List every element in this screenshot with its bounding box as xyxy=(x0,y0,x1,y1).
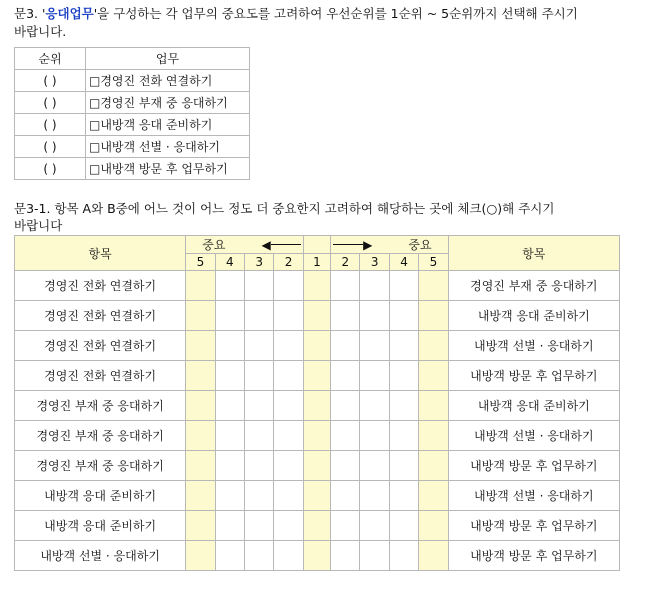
rank-input[interactable]: ( ) xyxy=(15,158,86,180)
rank-input[interactable]: ( ) xyxy=(15,92,86,114)
rank-input[interactable]: ( ) xyxy=(15,70,86,92)
rating-cell-5[interactable] xyxy=(303,271,330,301)
rating-cell-2[interactable] xyxy=(215,271,244,301)
rating-cell-3[interactable] xyxy=(245,511,274,541)
comparison-row xyxy=(15,331,620,361)
rating-cell-1[interactable] xyxy=(186,391,215,421)
rating-cell-7[interactable] xyxy=(360,541,389,571)
comparison-row xyxy=(15,451,620,481)
scale-header-8: 4 xyxy=(389,254,418,271)
rating-cell-9[interactable] xyxy=(419,421,448,451)
ranking-row xyxy=(15,114,250,136)
rating-cell-8[interactable] xyxy=(389,481,418,511)
rating-cell-6[interactable] xyxy=(331,271,360,301)
rating-cell-9[interactable] xyxy=(419,271,448,301)
rating-cell-5[interactable] xyxy=(303,421,330,451)
rating-cell-3[interactable] xyxy=(245,541,274,571)
rating-cell-3[interactable] xyxy=(245,331,274,361)
right-importance-label: 중요 xyxy=(408,238,432,252)
question-3-line2: 바랍니다. xyxy=(14,24,67,39)
rank-header: 순위 xyxy=(15,48,86,70)
rating-cell-4[interactable] xyxy=(274,391,303,421)
rating-cell-8[interactable] xyxy=(389,541,418,571)
right-item: 내방객 선별 · 응대하기 xyxy=(448,421,619,451)
ranking-table xyxy=(14,47,250,180)
rating-cell-5[interactable] xyxy=(303,331,330,361)
rating-cell-7[interactable] xyxy=(360,361,389,391)
rating-cell-5[interactable] xyxy=(303,541,330,571)
right-item-header: 항목 xyxy=(448,236,619,271)
rating-cell-2[interactable] xyxy=(215,541,244,571)
ranking-row xyxy=(15,136,250,158)
rating-cell-1[interactable] xyxy=(186,511,215,541)
scale-header-1: 5 xyxy=(186,254,215,271)
left-item: 내방객 응대 준비하기 xyxy=(15,481,186,511)
rating-cell-4[interactable] xyxy=(274,541,303,571)
left-item-header: 항목 xyxy=(15,236,186,271)
rating-cell-2[interactable] xyxy=(215,361,244,391)
scale-header-2: 4 xyxy=(215,254,244,271)
rating-cell-5[interactable] xyxy=(303,361,330,391)
task-header: 업무 xyxy=(86,48,250,70)
rating-cell-8[interactable] xyxy=(389,331,418,361)
rating-cell-2[interactable] xyxy=(215,301,244,331)
rating-cell-1[interactable] xyxy=(186,451,215,481)
left-item: 경영진 부재 중 응대하기 xyxy=(15,451,186,481)
task-label[interactable]: □내방객 방문 후 업무하기 xyxy=(86,158,250,180)
rating-cell-6[interactable] xyxy=(331,541,360,571)
ranking-row xyxy=(15,158,250,180)
scale-header-5: 1 xyxy=(303,254,330,271)
rating-cell-9[interactable] xyxy=(419,361,448,391)
rating-cell-7[interactable] xyxy=(360,301,389,331)
right-arrow-icon xyxy=(333,238,372,252)
scale-header-6: 2 xyxy=(331,254,360,271)
rating-cell-5[interactable] xyxy=(303,481,330,511)
rating-cell-2[interactable] xyxy=(215,451,244,481)
right-item: 내방객 선별 · 응대하기 xyxy=(448,331,619,361)
right-item: 내방객 방문 후 업무하기 xyxy=(448,451,619,481)
ranking-row xyxy=(15,92,250,114)
rating-cell-3[interactable] xyxy=(245,361,274,391)
center-header xyxy=(303,236,330,254)
question-3-prefix: 문3. ' xyxy=(14,6,46,21)
task-label[interactable]: □경영진 부재 중 응대하기 xyxy=(86,92,250,114)
rating-cell-9[interactable] xyxy=(419,511,448,541)
right-arrow-glyph: ▶ xyxy=(363,237,373,252)
rating-cell-9[interactable] xyxy=(419,391,448,421)
left-item: 경영진 부재 중 응대하기 xyxy=(15,391,186,421)
left-arrow-icon xyxy=(262,238,301,252)
rating-cell-3[interactable] xyxy=(245,391,274,421)
rating-cell-6[interactable] xyxy=(331,421,360,451)
rating-cell-7[interactable] xyxy=(360,451,389,481)
left-item: 경영진 부재 중 응대하기 xyxy=(15,421,186,451)
left-item: 경영진 전화 연결하기 xyxy=(15,361,186,391)
rating-cell-3[interactable] xyxy=(245,481,274,511)
comparison-row xyxy=(15,511,620,541)
right-item: 내방객 방문 후 업무하기 xyxy=(448,511,619,541)
rating-cell-7[interactable] xyxy=(360,481,389,511)
rating-cell-2[interactable] xyxy=(215,511,244,541)
rating-cell-3[interactable] xyxy=(245,421,274,451)
task-label[interactable]: □경영진 전화 연결하기 xyxy=(86,70,250,92)
rating-cell-5[interactable] xyxy=(303,301,330,331)
task-label[interactable]: □내방객 응대 준비하기 xyxy=(86,114,250,136)
rating-cell-8[interactable] xyxy=(389,301,418,331)
rating-cell-9[interactable] xyxy=(419,331,448,361)
rating-cell-4[interactable] xyxy=(274,481,303,511)
comparison-row xyxy=(15,361,620,391)
rating-cell-1[interactable] xyxy=(186,481,215,511)
question-3-body: '을 구성하는 각 업무의 중요도를 고려하여 우선순위를 1순위 ~ 5순위까지 선택해 주시기 xyxy=(93,6,578,21)
rating-cell-6[interactable] xyxy=(331,301,360,331)
question-3-1-text: 문3-1. 항목 A와 B중에 어느 것이 어느 정도 더 중요한지 고려하여 해당하는 곳에 체크(○)해 주시기 xyxy=(14,201,555,216)
left-item: 내방객 선별 · 응대하기 xyxy=(15,541,186,571)
comparison-row xyxy=(15,301,620,331)
rating-cell-6[interactable] xyxy=(331,511,360,541)
rating-cell-7[interactable] xyxy=(360,271,389,301)
rating-cell-3[interactable] xyxy=(245,301,274,331)
rating-cell-8[interactable] xyxy=(389,391,418,421)
right-item: 내방객 응대 준비하기 xyxy=(448,301,619,331)
rating-cell-8[interactable] xyxy=(389,271,418,301)
right-item: 내방객 응대 준비하기 xyxy=(448,391,619,421)
rating-cell-7[interactable] xyxy=(360,511,389,541)
rating-cell-9[interactable] xyxy=(419,451,448,481)
rating-cell-7[interactable] xyxy=(360,421,389,451)
rating-cell-6[interactable] xyxy=(331,361,360,391)
comparison-row xyxy=(15,481,620,511)
rating-cell-6[interactable] xyxy=(331,451,360,481)
task-label[interactable]: □내방객 선별 · 응대하기 xyxy=(86,136,250,158)
comparison-row xyxy=(15,541,620,571)
rating-cell-1[interactable] xyxy=(186,421,215,451)
rating-cell-1[interactable] xyxy=(186,271,215,301)
question-3-text xyxy=(14,6,578,21)
rank-input[interactable]: ( ) xyxy=(15,114,86,136)
scale-header-7: 3 xyxy=(360,254,389,271)
rating-cell-1[interactable] xyxy=(186,541,215,571)
rating-cell-5[interactable] xyxy=(303,391,330,421)
rating-cell-2[interactable] xyxy=(215,421,244,451)
left-item: 경영진 전화 연결하기 xyxy=(15,271,186,301)
rating-cell-6[interactable] xyxy=(331,391,360,421)
rating-cell-4[interactable] xyxy=(274,301,303,331)
rating-cell-4[interactable] xyxy=(274,451,303,481)
left-arrow-glyph: ◀ xyxy=(261,237,271,252)
rating-cell-1[interactable] xyxy=(186,361,215,391)
rating-cell-2[interactable] xyxy=(215,391,244,421)
left-importance-header xyxy=(186,236,304,254)
pairwise-comparison-table xyxy=(14,235,620,571)
left-importance-label: 중요 xyxy=(202,238,226,252)
right-item: 내방객 방문 후 업무하기 xyxy=(448,541,619,571)
rating-cell-4[interactable] xyxy=(274,421,303,451)
rating-cell-4[interactable] xyxy=(274,331,303,361)
left-item: 내방객 응대 준비하기 xyxy=(15,511,186,541)
rating-cell-2[interactable] xyxy=(215,481,244,511)
rating-cell-5[interactable] xyxy=(303,451,330,481)
ranking-row xyxy=(15,70,250,92)
question-3-1-line2: 바랍니다 xyxy=(14,218,63,233)
comparison-row xyxy=(15,421,620,451)
rating-cell-8[interactable] xyxy=(389,361,418,391)
rating-cell-9[interactable] xyxy=(419,481,448,511)
scale-header-4: 2 xyxy=(274,254,303,271)
rank-input[interactable]: ( ) xyxy=(15,136,86,158)
rating-cell-8[interactable] xyxy=(389,451,418,481)
rating-cell-8[interactable] xyxy=(389,511,418,541)
rating-cell-1[interactable] xyxy=(186,301,215,331)
rating-cell-4[interactable] xyxy=(274,271,303,301)
right-item: 경영진 부재 중 응대하기 xyxy=(448,271,619,301)
comparison-row xyxy=(15,391,620,421)
rating-cell-5[interactable] xyxy=(303,511,330,541)
comparison-row xyxy=(15,271,620,301)
left-item: 경영진 전화 연결하기 xyxy=(15,331,186,361)
rating-cell-7[interactable] xyxy=(360,391,389,421)
rating-cell-8[interactable] xyxy=(389,421,418,451)
question-3-highlight: 응대업무 xyxy=(45,6,94,21)
rating-cell-3[interactable] xyxy=(245,271,274,301)
rating-cell-3[interactable] xyxy=(245,451,274,481)
rating-cell-6[interactable] xyxy=(331,481,360,511)
scale-header-3: 3 xyxy=(245,254,274,271)
right-item: 내방객 방문 후 업무하기 xyxy=(448,361,619,391)
rating-cell-1[interactable] xyxy=(186,331,215,361)
left-item: 경영진 전화 연결하기 xyxy=(15,301,186,331)
rating-cell-9[interactable] xyxy=(419,301,448,331)
rating-cell-6[interactable] xyxy=(331,331,360,361)
scale-header-9: 5 xyxy=(419,254,448,271)
rating-cell-2[interactable] xyxy=(215,331,244,361)
right-importance-header xyxy=(331,236,449,254)
rating-cell-4[interactable] xyxy=(274,511,303,541)
rating-cell-7[interactable] xyxy=(360,331,389,361)
right-item: 내방객 선별 · 응대하기 xyxy=(448,481,619,511)
rating-cell-9[interactable] xyxy=(419,541,448,571)
rating-cell-4[interactable] xyxy=(274,361,303,391)
